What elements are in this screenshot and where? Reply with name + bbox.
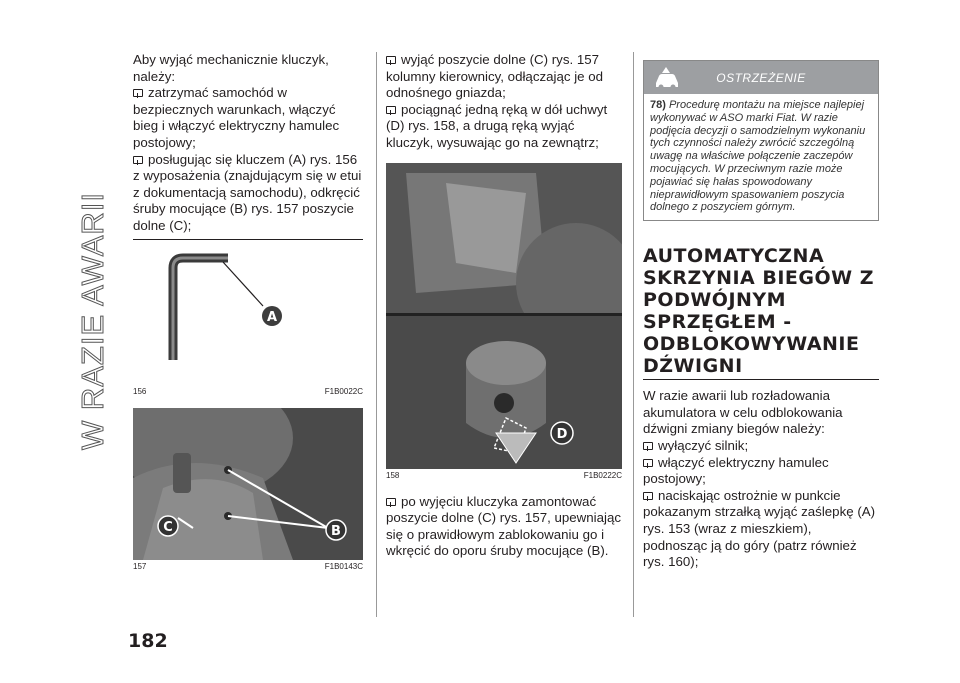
bullet-item: naciskając ostrożnie w punkcie pokazanym strzałką wyjąć zaślepkę (A) rys. 153 (wraz z mieszkiem), podnosząc ją do góry (patrz również rys. 160); (643, 487, 876, 570)
intro-text: W razie awarii lub rozładowania akumulatora w celu odblokowania dźwigni zmiany biegów należy: (643, 388, 843, 437)
callout-d-label: D (556, 426, 568, 442)
figure-number: 156 (133, 386, 147, 396)
bullet-item: zatrzymać samochód w bezpiecznych warunkach, włączyć bieg i włączyć elektryczny hamulec postojowy; (133, 85, 340, 150)
warning-box (643, 60, 879, 221)
figure-caption (133, 562, 363, 571)
bullet-item: włączyć elektryczny hamulec postojowy; (643, 454, 829, 487)
bullet-item: wyjąć poszycie dolne (C) rys. 157 kolumny kierownicy, odłączając je od odnośnego gniazda; (386, 52, 604, 101)
figure-number: 157 (133, 561, 147, 571)
bullet-icon (386, 56, 396, 64)
figure-code: F1B0222C (583, 470, 622, 480)
warning-number: 78) (650, 99, 666, 111)
figure-number: 158 (386, 470, 400, 480)
figure-158-photo (386, 163, 622, 469)
figure-caption (386, 471, 622, 480)
section-heading: AUTOMATYCZNA SKRZYNIA BIEGÓW Z PODWÓJNYM SPRZĘGŁEM - ODBLOKOWYWANIE DŹWIGNI (643, 245, 874, 378)
intro-text: Aby wyjąć mechanicznie kluczyk, należy: (133, 52, 329, 84)
figure-157-photo (133, 408, 363, 560)
bullet-icon (133, 156, 143, 164)
callout-c-label: C (163, 519, 173, 535)
callout-a-label: A (266, 309, 278, 325)
figure-code: F1B0143C (324, 561, 363, 571)
figure-156-key-illustration (133, 240, 363, 385)
bullet-item: wyłączyć silnik; (643, 438, 879, 455)
allen-key-drawing (133, 240, 363, 385)
page-number: 182 (128, 630, 168, 652)
bullet-icon (643, 459, 653, 467)
bullet-item: posługując się kluczem (A) rys. 156 z wyposażenia (znajdującym się w etui z dokumentacją samochodu), odkręcić śruby mocujące (B) rys. 157 poszycie dolne (C); (133, 151, 362, 233)
column-2 (386, 52, 622, 560)
callout-b-label: B (331, 523, 341, 539)
column-1 (133, 52, 363, 571)
figure-caption (133, 387, 363, 396)
warning-title: OSTRZEŻENIE (716, 70, 806, 85)
bullet-icon (643, 442, 653, 450)
bullet-icon (386, 498, 396, 506)
side-title-text: W RAZIE AWARII (75, 191, 110, 450)
column-3 (643, 60, 879, 571)
bullet-item: pociągnąć jedną ręką w dół uchwyt (D) rys. 158, a drugą ręką wyjąć kluczyk, wysuwając go na zewnątrz; (386, 101, 608, 150)
bullet-item: po wyjęciu kluczyka zamontować poszycie dolne (C) rys. 157, upewniając się o prawidłowym zablokowaniu go i wkręcić do oporu śruby mocujące (B). (386, 493, 622, 559)
bullet-icon (643, 492, 653, 500)
warning-header (644, 61, 878, 94)
key-removal-photo (386, 163, 622, 469)
bullet-icon (133, 89, 143, 97)
figure-code: F1B0022C (324, 386, 363, 396)
bullet-icon (386, 106, 396, 114)
column-divider (633, 52, 634, 617)
column-divider (376, 52, 377, 617)
heading-rule (643, 379, 879, 380)
side-section-title (76, 48, 110, 593)
car-warning-icon (652, 66, 682, 90)
steering-column-photo (133, 408, 363, 560)
warning-text: 78) Procedurę montażu na miejsce najlepiej wykonywać w ASO marki Fiat. W razie podjęcia decyzji o samodzielnym wykonaniu tych czynności należy zwrócić szczególną uwagę na właściwe połączenie zaczepów mocujących. W przeciwnym razie może pojawiać się hałas spowodowany nieprawidłowym spasowaniem poszycia dolnego z poszyciem górnym. (650, 99, 866, 214)
